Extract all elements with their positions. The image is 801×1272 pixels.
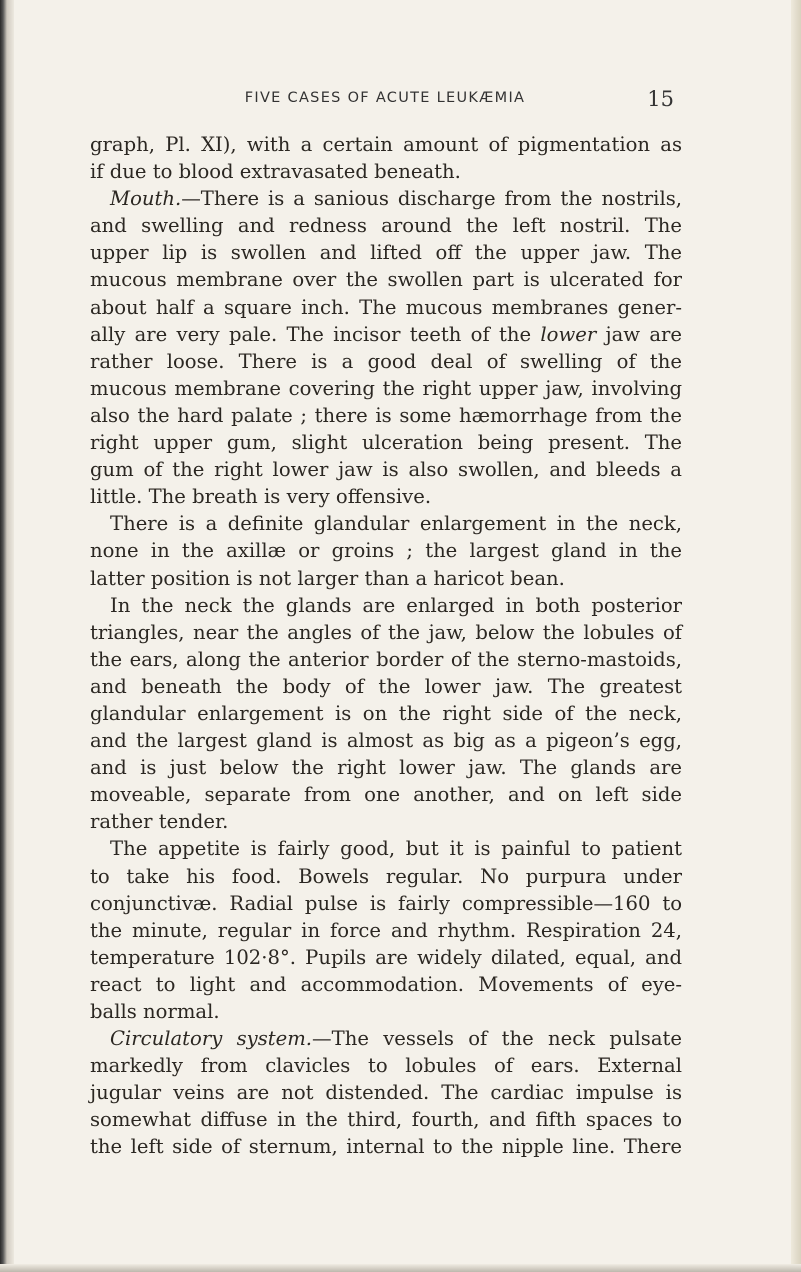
text-line: also the hard palate ; there is some hæmorrhage from the	[90, 403, 682, 427]
text-line: none in the axillæ or groins ; the largest gland in the	[90, 539, 682, 563]
text-line: Circulatory system.—The vessels of the neck pulsate	[110, 1027, 682, 1051]
text-line: and the largest gland is almost as big as a pigeon’s egg,	[90, 729, 682, 753]
body-text	[90, 131, 682, 1161]
text-line: react to light and accommodation. Movements of eye-	[90, 972, 682, 996]
text-line: right upper gum, slight ulceration being present. The	[90, 431, 682, 455]
text-line: mucous membrane covering the right upper jaw, involving	[90, 376, 682, 400]
text-line: rather tender.	[90, 810, 229, 834]
text-line: gum of the right lower jaw is also swollen, and bleeds a	[90, 458, 682, 482]
text-line: mucous membrane over the swollen part is ulcerated for	[90, 268, 682, 292]
page-binding-edge	[0, 0, 14, 1272]
text-line: and swelling and redness around the left nostril. The	[90, 214, 682, 238]
page-outer-edge	[791, 0, 801, 1272]
page-number: 15	[647, 87, 674, 111]
text-line: In the neck the glands are enlarged in both posterior	[110, 593, 682, 617]
text-line: and is just below the right lower jaw. The glands are	[90, 756, 682, 780]
text-line: There is a definite glandular enlargement in the neck,	[110, 512, 682, 536]
page-bottom-edge	[0, 1264, 801, 1272]
text-line: moveable, separate from one another, and on left side	[90, 783, 682, 807]
section-heading-mouth: Mouth.	[110, 187, 182, 211]
text-line: temperature 102·8°. Pupils are widely dilated, equal, and	[90, 945, 682, 969]
running-header	[90, 87, 690, 117]
emphasis-lower: lower	[540, 322, 597, 346]
text-line: little. The breath is very offensive.	[90, 485, 432, 509]
text-line: jugular veins are not distended. The cardiac impulse is	[90, 1081, 682, 1105]
text-line: upper lip is swollen and lifted off the upper jaw. The	[90, 241, 682, 265]
text-line: if due to blood extravasated beneath.	[90, 160, 461, 184]
text-line: balls normal.	[90, 1000, 220, 1023]
text-line: somewhat diffuse in the third, fourth, and fifth spaces to	[90, 1108, 682, 1132]
text-line: The appetite is fairly good, but it is painful to patient	[110, 837, 682, 861]
text-line: about half a square inch. The mucous membranes gener-	[90, 295, 682, 319]
text-line: conjunctivæ. Radial pulse is fairly compressible—160 to	[90, 891, 682, 915]
text-line: the left side of sternum, internal to the nipple line. There	[90, 1135, 682, 1159]
section-heading-circulatory: Circulatory system.	[110, 1027, 313, 1051]
text-line: graph, Pl. XI), with a certain amount of pigmentation as	[90, 133, 682, 156]
text-line: and beneath the body of the lower jaw. The greatest	[90, 674, 682, 698]
text-line: ally are very pale. The incisor teeth of the lower jaw are	[90, 322, 682, 346]
text-line: latter position is not larger than a haricot bean.	[90, 566, 565, 590]
text-line: glandular enlargement is on the right side of the neck,	[90, 701, 682, 725]
text-line: the ears, along the anterior border of the sterno-mastoids,	[90, 647, 682, 671]
text-line: to take his food. Bowels regular. No purpura under	[90, 864, 682, 888]
text-line: the minute, regular in force and rhythm. Respiration 24,	[90, 918, 682, 942]
text-line: rather loose. There is a good deal of swelling of the	[90, 349, 682, 373]
running-title: FIVE CASES OF ACUTE LEUKÆMIA	[244, 90, 526, 106]
text-line: triangles, near the angles of the jaw, below the lobules of	[90, 620, 682, 644]
text-line: Mouth.—There is a sanious discharge from the nostrils,	[110, 187, 682, 211]
text-line: markedly from clavicles to lobules of ears. External	[90, 1054, 682, 1078]
